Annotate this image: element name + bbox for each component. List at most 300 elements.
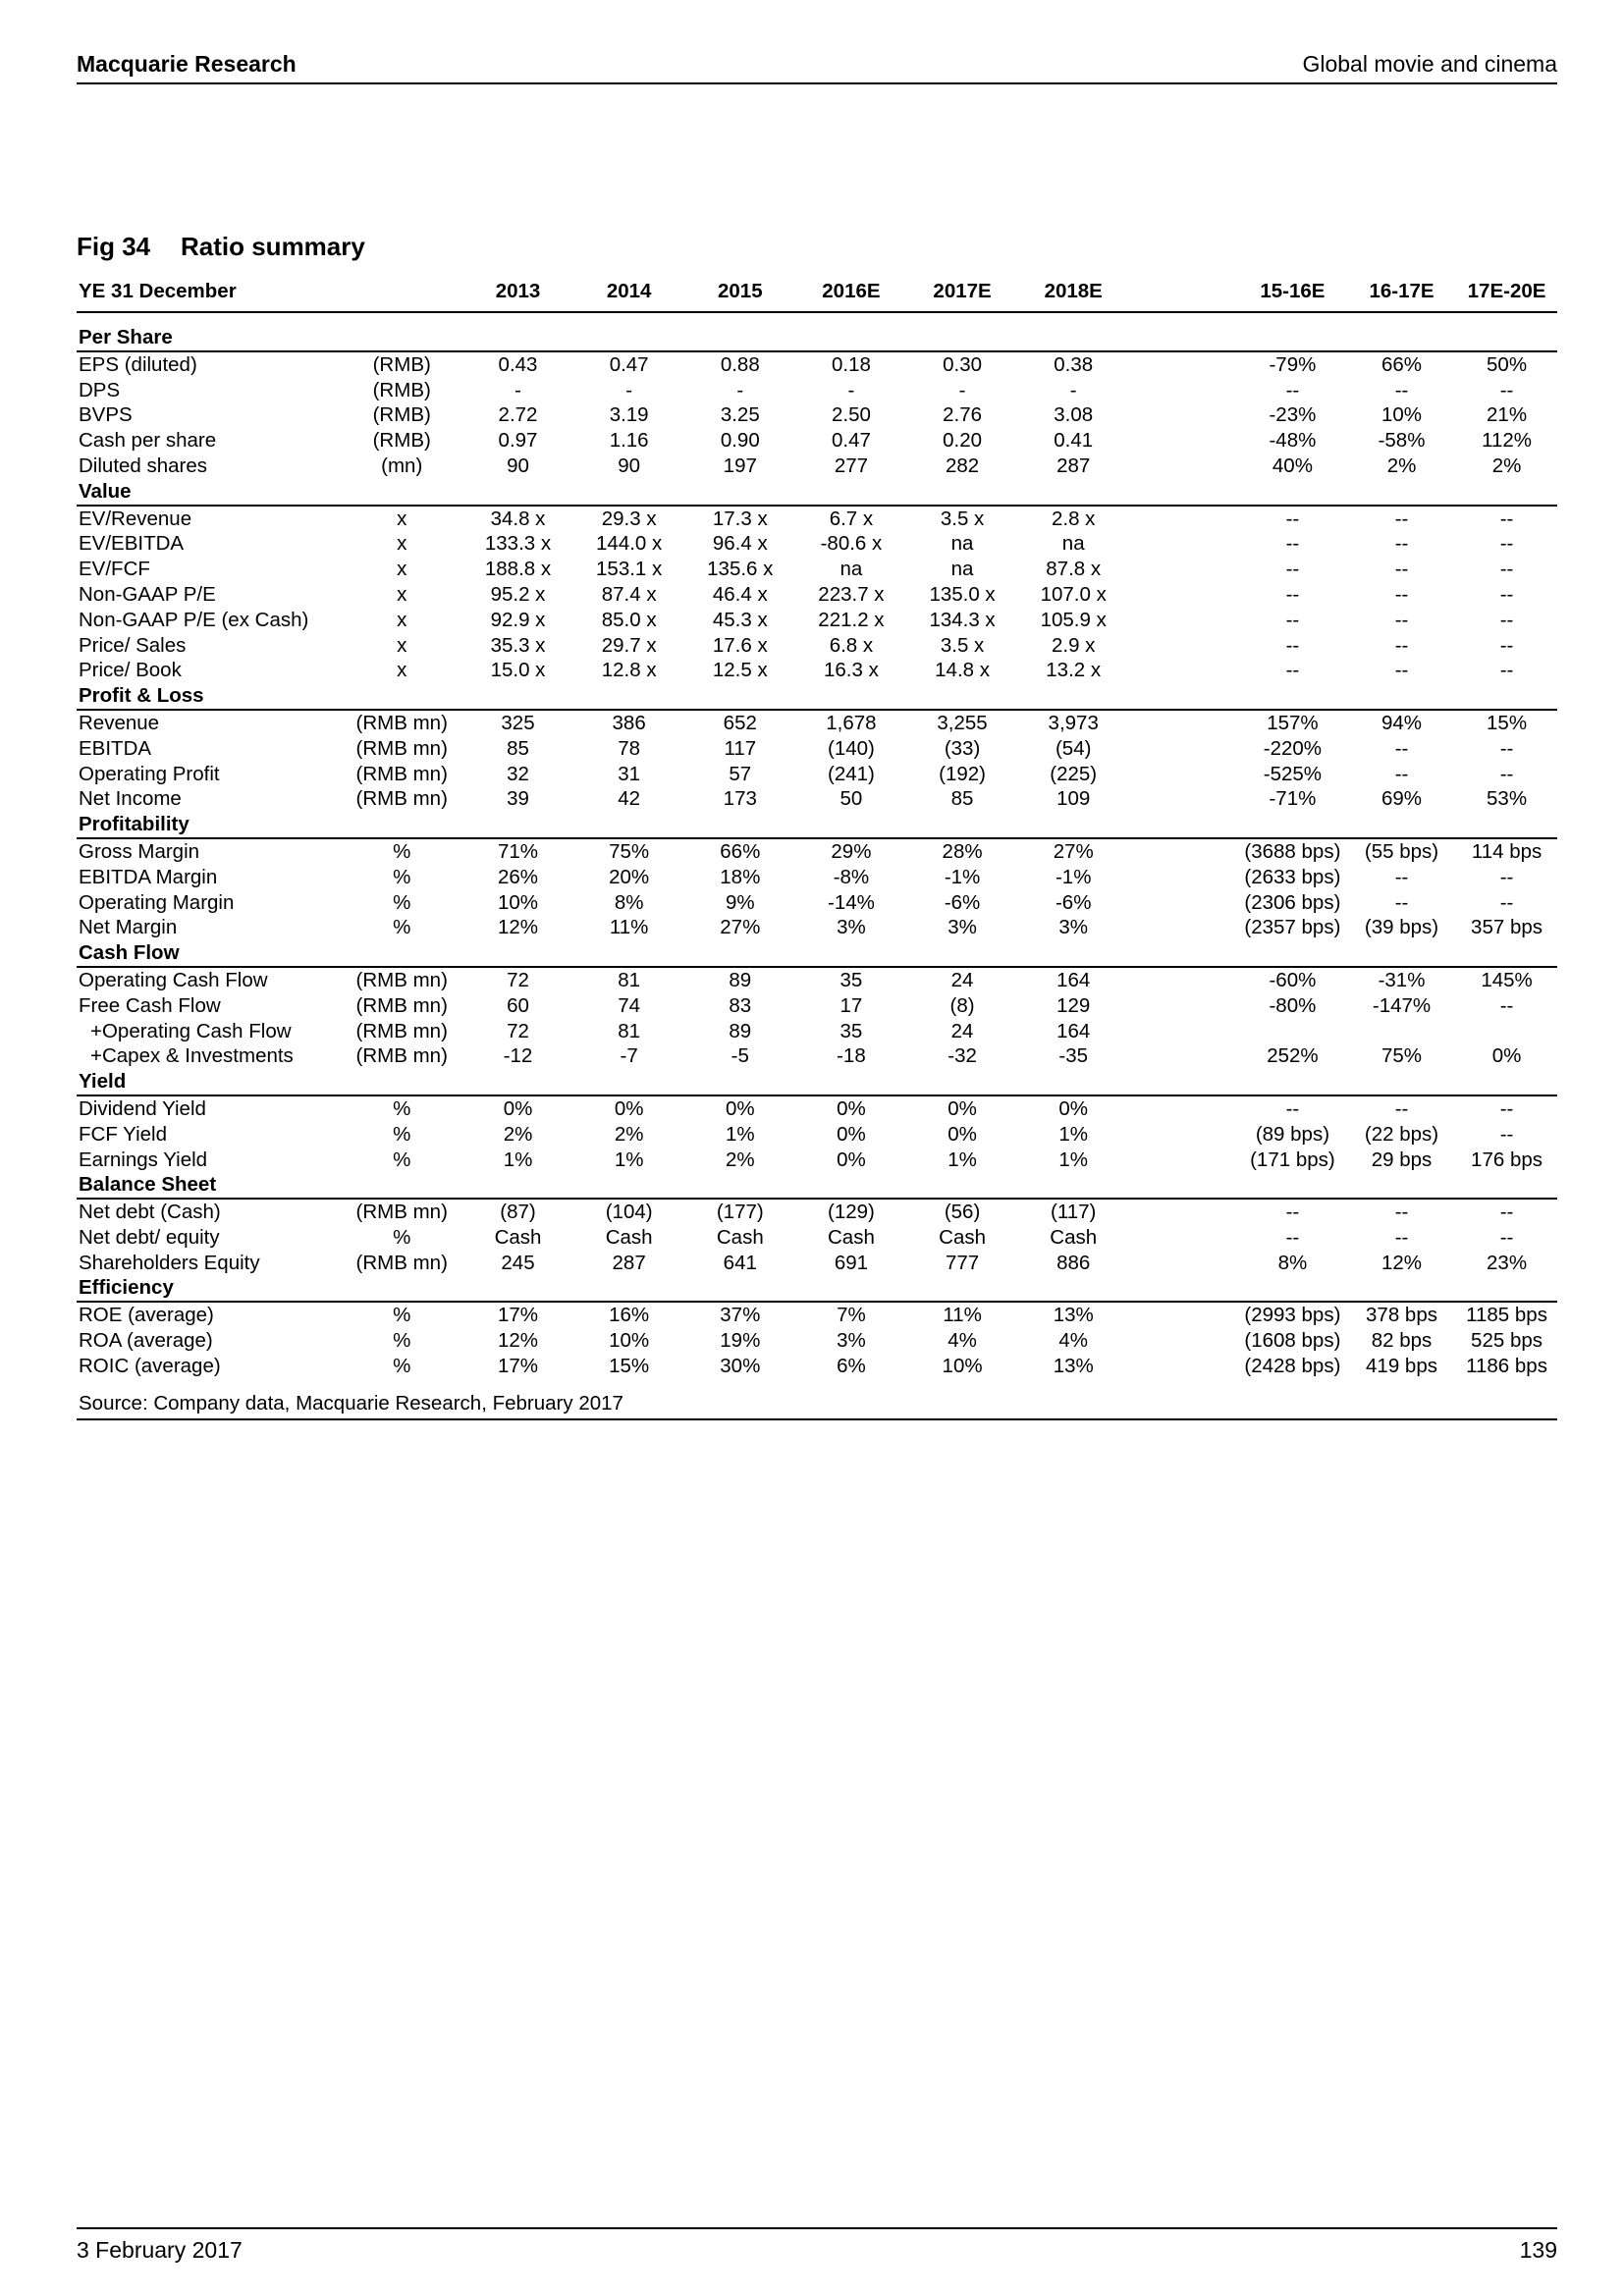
table-cell	[1347, 1019, 1456, 1044]
table-cell: 1%	[503, 1148, 533, 1171]
table-cell	[1129, 633, 1238, 659]
table-row	[77, 582, 1557, 608]
table-cell: 89	[729, 968, 752, 991]
table-cell: 10%	[942, 1354, 983, 1377]
table-cell: 0%	[837, 1122, 866, 1146]
table-cell: 0.47	[831, 429, 871, 453]
table-row	[77, 1043, 1557, 1069]
section-title: Efficiency	[77, 1275, 1557, 1302]
table-row	[77, 454, 1557, 479]
table-cell: 1%	[614, 1148, 644, 1171]
table-row	[77, 608, 1557, 633]
row-unit: x	[397, 532, 407, 556]
table-cell: 107.0 x	[1040, 582, 1107, 606]
table-cell: 7%	[837, 1304, 866, 1327]
section-header-row	[77, 683, 1557, 710]
table-cell: 72	[507, 968, 529, 991]
table-cell: 1186 bps	[1466, 1354, 1547, 1377]
page-header	[77, 51, 1557, 84]
section-header-row	[77, 479, 1557, 506]
table-row	[77, 1095, 1557, 1122]
table-cell: -18	[837, 1044, 866, 1068]
row-label: Net Margin	[79, 916, 178, 939]
table-cell: 777	[945, 1251, 980, 1274]
table-row	[77, 402, 1557, 428]
row-unit: x	[397, 633, 407, 657]
table-cell: 37%	[720, 1304, 761, 1327]
table-cell: 652	[723, 711, 757, 734]
table-cell: 30%	[720, 1354, 761, 1377]
table-cell: --	[1285, 1201, 1300, 1224]
table-cell: 9%	[725, 890, 755, 914]
table-cell: -	[625, 378, 633, 401]
table-cell: --	[1394, 659, 1409, 682]
table-cell: (22 bps)	[1364, 1122, 1439, 1146]
table-cell	[1129, 915, 1238, 940]
table-cell: (87)	[500, 1201, 536, 1224]
table-cell: 13.2 x	[1046, 659, 1102, 682]
table-cell: Cash	[605, 1225, 653, 1249]
table-cell	[1129, 1354, 1238, 1379]
table-cell: 89	[729, 1019, 752, 1042]
table-cell: --	[1499, 633, 1514, 657]
table-cell: 3.5 x	[940, 633, 985, 657]
column-header	[1129, 272, 1238, 312]
row-label: Non-GAAP P/E (ex Cash)	[79, 608, 309, 631]
column-header: YE 31 December	[77, 272, 342, 312]
table-cell: 0.18	[831, 352, 871, 376]
table-cell	[1456, 1019, 1557, 1044]
table-cell: --	[1285, 532, 1300, 556]
table-cell: 2.50	[831, 403, 871, 427]
column-header: 17E-20E	[1456, 272, 1557, 312]
table-cell: Cash	[939, 1225, 986, 1249]
table-row	[77, 915, 1557, 940]
table-cell: (129)	[828, 1201, 875, 1224]
table-row	[77, 1225, 1557, 1251]
table-cell: --	[1499, 993, 1514, 1017]
table-cell: 0.38	[1054, 352, 1094, 376]
table-cell: (89 bps)	[1255, 1122, 1330, 1146]
table-cell: --	[1499, 1122, 1514, 1146]
table-cell: --	[1499, 659, 1514, 682]
section-title: Value	[77, 479, 1557, 506]
table-cell: 6%	[837, 1354, 866, 1377]
table-cell: --	[1499, 1096, 1514, 1120]
table-cell: 886	[1056, 1251, 1091, 1274]
table-cell: Cash	[716, 1225, 764, 1249]
row-unit: %	[393, 1354, 411, 1377]
table-cell: --	[1285, 608, 1300, 631]
table-cell: Cash	[1050, 1225, 1098, 1249]
table-cell	[1129, 557, 1238, 582]
table-cell: --	[1499, 378, 1514, 401]
table-cell: -147%	[1372, 993, 1432, 1017]
table-row	[77, 838, 1557, 865]
table-cell: --	[1499, 762, 1514, 785]
table-cell: -79%	[1269, 352, 1317, 376]
row-label: Gross Margin	[79, 839, 200, 863]
table-cell: 197	[723, 454, 757, 477]
column-header: 2016E	[795, 272, 906, 312]
row-unit: (RMB mn)	[355, 1019, 448, 1042]
table-cell: 39	[507, 787, 529, 811]
table-cell: 2.8 x	[1051, 507, 1096, 530]
table-cell: 3%	[947, 916, 977, 939]
table-cell: 419 bps	[1366, 1354, 1437, 1377]
table-cell: 71%	[497, 839, 539, 863]
table-cell: 60	[507, 993, 529, 1017]
table-cell: --	[1285, 1225, 1300, 1249]
table-cell: -525%	[1263, 762, 1323, 785]
table-cell: 0.41	[1054, 429, 1094, 453]
table-cell: --	[1394, 532, 1409, 556]
table-cell: --	[1285, 633, 1300, 657]
table-cell: --	[1394, 633, 1409, 657]
table-cell: 0%	[837, 1148, 866, 1171]
table-cell: --	[1499, 507, 1514, 530]
table-cell: 4%	[947, 1329, 977, 1353]
table-cell: 31	[618, 762, 641, 785]
table-row	[77, 1122, 1557, 1148]
table-cell: 13%	[1053, 1354, 1094, 1377]
table-cell: 282	[945, 454, 980, 477]
table-cell: --	[1499, 558, 1514, 581]
table-cell: 2.72	[498, 403, 538, 427]
row-label: ROE (average)	[79, 1304, 214, 1327]
table-cell: 19%	[720, 1329, 761, 1353]
table-cell: 1.16	[609, 429, 649, 453]
table-cell: -71%	[1269, 787, 1317, 811]
table-cell: 12.8 x	[601, 659, 657, 682]
row-label: Net debt (Cash)	[79, 1201, 221, 1224]
table-cell: (241)	[828, 762, 875, 785]
table-cell: --	[1394, 608, 1409, 631]
row-unit: (RMB mn)	[355, 1251, 448, 1274]
table-row	[77, 967, 1557, 993]
table-row	[77, 1302, 1557, 1328]
row-label: Net debt/ equity	[79, 1225, 220, 1249]
figure-caption: Ratio summary	[181, 232, 365, 261]
table-cell: -80%	[1269, 993, 1317, 1017]
table-cell: 129	[1056, 993, 1091, 1017]
row-unit: %	[393, 839, 411, 863]
table-cell: 35	[839, 968, 863, 991]
table-cell: 15%	[609, 1354, 650, 1377]
row-label: Dividend Yield	[79, 1096, 206, 1120]
table-row	[77, 1148, 1557, 1173]
row-unit: %	[393, 1122, 411, 1146]
table-cell: 0%	[614, 1096, 644, 1120]
table-cell: 277	[834, 454, 869, 477]
table-cell: --	[1394, 736, 1409, 760]
table-cell: (56)	[944, 1201, 981, 1224]
table-cell: 20%	[609, 865, 650, 888]
footer-date: 3 February 2017	[77, 2237, 243, 2263]
row-label: BVPS	[79, 403, 133, 427]
table-cell: 1185 bps	[1466, 1304, 1547, 1327]
table-cell: 29.3 x	[601, 507, 657, 530]
section-title: Balance Sheet	[77, 1172, 1557, 1199]
table-header-row	[77, 272, 1557, 312]
table-cell: --	[1285, 1096, 1300, 1120]
table-cell: 15.0 x	[490, 659, 546, 682]
table-cell: -6%	[1055, 890, 1092, 914]
table-cell: 8%	[614, 890, 644, 914]
table-cell: 53%	[1487, 787, 1528, 811]
table-cell: (2357 bps)	[1244, 916, 1341, 939]
section-header-row	[77, 1275, 1557, 1302]
table-cell: 85	[507, 736, 529, 760]
table-row	[77, 531, 1557, 557]
table-cell: 14.8 x	[935, 659, 990, 682]
table-cell: 24	[950, 1019, 974, 1042]
table-cell: 1%	[947, 1148, 977, 1171]
column-header	[342, 272, 462, 312]
table-cell: -	[1069, 378, 1077, 401]
table-cell: --	[1394, 1201, 1409, 1224]
page-footer	[77, 2227, 1557, 2263]
table-cell: 29%	[831, 839, 872, 863]
table-cell: 3.5 x	[940, 507, 985, 530]
table-cell: -	[847, 378, 855, 401]
table-cell: --	[1499, 582, 1514, 606]
table-cell: 287	[1056, 454, 1091, 477]
column-header: 16-17E	[1347, 272, 1456, 312]
table-row	[77, 736, 1557, 762]
table-cell: 18%	[720, 865, 761, 888]
table-cell: 2.76	[943, 403, 983, 427]
table-cell: 114 bps	[1471, 839, 1543, 863]
section-title: Profit & Loss	[77, 683, 1557, 710]
spacer-row	[77, 312, 1557, 325]
section-header-row	[77, 1069, 1557, 1095]
table-cell: --	[1499, 890, 1514, 914]
table-cell: 45.3 x	[712, 608, 768, 631]
table-cell	[1129, 402, 1238, 428]
table-cell: --	[1285, 659, 1300, 682]
row-unit: (RMB mn)	[355, 1044, 448, 1068]
table-row	[77, 633, 1557, 659]
table-cell: 112%	[1482, 429, 1532, 453]
table-cell: --	[1394, 558, 1409, 581]
table-cell	[1129, 1328, 1238, 1354]
row-label: EBITDA	[79, 736, 152, 760]
table-cell: --	[1285, 378, 1300, 401]
table-cell: 164	[1056, 1019, 1091, 1042]
table-cell: --	[1285, 558, 1300, 581]
row-label: EPS (diluted)	[79, 352, 197, 376]
table-cell: 386	[612, 711, 646, 734]
row-unit: x	[397, 608, 407, 631]
row-label: Price/ Book	[79, 659, 182, 682]
row-label: Shareholders Equity	[79, 1251, 260, 1274]
row-label: DPS	[79, 378, 121, 401]
row-label: Operating Profit	[79, 762, 220, 785]
table-row	[77, 1251, 1557, 1276]
table-cell: -23%	[1269, 403, 1317, 427]
table-cell	[1129, 658, 1238, 683]
table-cell: -14%	[828, 890, 875, 914]
table-cell: 10%	[609, 1329, 650, 1353]
column-header: 2018E	[1018, 272, 1129, 312]
table-cell: 21%	[1487, 403, 1528, 427]
table-cell: (2993 bps)	[1244, 1304, 1341, 1327]
table-cell: 2%	[1491, 454, 1522, 477]
table-cell: 50%	[1487, 352, 1528, 376]
table-cell: -1%	[1055, 865, 1092, 888]
table-row	[77, 557, 1557, 582]
table-cell: -8%	[833, 865, 870, 888]
table-cell: -220%	[1263, 736, 1323, 760]
table-cell: 12%	[497, 916, 539, 939]
table-cell: --	[1499, 1201, 1514, 1224]
table-row	[77, 1019, 1557, 1044]
row-label: ROA (average)	[79, 1329, 213, 1353]
ratio-summary-table-container	[77, 272, 1557, 1420]
source-row	[77, 1379, 1557, 1419]
section-title: Per Share	[77, 325, 1557, 351]
row-label: EV/EBITDA	[79, 532, 185, 556]
table-cell: 6.8 x	[829, 633, 874, 657]
section-title: Cash Flow	[77, 940, 1557, 967]
table-cell: 92.9 x	[490, 608, 546, 631]
table-cell: 176 bps	[1471, 1148, 1543, 1171]
row-unit: %	[393, 1304, 411, 1327]
row-unit: %	[393, 1148, 411, 1171]
table-cell: 26%	[497, 865, 539, 888]
table-cell: 27%	[720, 916, 761, 939]
table-cell: 153.1 x	[596, 558, 663, 581]
table-cell: 87.8 x	[1046, 558, 1102, 581]
table-cell: 35	[839, 1019, 863, 1042]
table-cell: 87.4 x	[601, 582, 657, 606]
row-label: Revenue	[79, 711, 160, 734]
row-label: Earnings Yield	[79, 1148, 208, 1171]
row-unit: (RMB mn)	[355, 711, 448, 734]
table-cell: 0.47	[609, 352, 649, 376]
figure-title	[77, 232, 365, 262]
table-cell: (2633 bps)	[1244, 865, 1341, 888]
table-cell: 0.20	[943, 429, 983, 453]
table-cell: -31%	[1378, 968, 1426, 991]
table-cell: -48%	[1269, 429, 1317, 453]
table-cell	[1129, 786, 1238, 812]
column-header: 15-16E	[1238, 272, 1347, 312]
table-cell: 173	[723, 787, 757, 811]
table-cell: na	[839, 558, 863, 581]
table-row	[77, 762, 1557, 787]
table-cell: 0%	[837, 1096, 866, 1120]
table-cell	[1129, 506, 1238, 532]
table-cell: 90	[507, 454, 529, 477]
table-cell: 85.0 x	[601, 608, 657, 631]
table-cell: 69%	[1381, 787, 1423, 811]
table-cell: Cash	[494, 1225, 542, 1249]
table-cell: 15%	[1487, 711, 1528, 734]
row-unit: %	[393, 890, 411, 914]
table-cell: (55 bps)	[1364, 839, 1439, 863]
table-cell: --	[1499, 736, 1514, 760]
table-cell: -5	[731, 1044, 749, 1068]
table-cell: 0.88	[720, 352, 760, 376]
publisher-name: Macquarie Research	[77, 51, 297, 77]
table-cell: 0%	[503, 1096, 533, 1120]
table-cell: 72	[507, 1019, 529, 1042]
row-label: Operating Margin	[79, 890, 235, 914]
table-cell: 378 bps	[1366, 1304, 1437, 1327]
table-cell: 0.43	[498, 352, 538, 376]
table-cell: 221.2 x	[818, 608, 885, 631]
table-cell: 144.0 x	[596, 532, 663, 556]
row-label: +Capex & Investments	[90, 1044, 294, 1068]
table-cell: 17.3 x	[712, 507, 768, 530]
table-cell: 66%	[1381, 352, 1423, 376]
table-cell	[1129, 1043, 1238, 1069]
table-row	[77, 1354, 1557, 1379]
table-cell: 145%	[1481, 968, 1533, 991]
report-title: Global movie and cinema	[1302, 51, 1557, 77]
table-cell	[1129, 1251, 1238, 1276]
table-cell: 11%	[943, 1304, 982, 1327]
row-unit: %	[393, 865, 411, 888]
table-cell: (3688 bps)	[1244, 839, 1341, 863]
table-cell: (104)	[605, 1201, 653, 1224]
table-cell: na	[950, 558, 974, 581]
table-cell: 2%	[725, 1148, 755, 1171]
table-cell: 12.5 x	[712, 659, 768, 682]
table-cell: 3.08	[1054, 403, 1094, 427]
table-cell	[1129, 428, 1238, 454]
table-cell: 23%	[1487, 1251, 1528, 1274]
page-number: 139	[1519, 2237, 1557, 2263]
table-cell: 29 bps	[1371, 1148, 1433, 1171]
table-cell: 325	[501, 711, 535, 734]
table-cell: 13%	[1053, 1304, 1094, 1327]
section-title: Profitability	[77, 812, 1557, 838]
table-cell: na	[950, 532, 974, 556]
table-cell: (8)	[949, 993, 975, 1017]
table-row	[77, 786, 1557, 812]
table-cell: 3.19	[609, 403, 649, 427]
table-cell: 75%	[609, 839, 650, 863]
table-cell: 10%	[497, 890, 539, 914]
section-header-row	[77, 940, 1557, 967]
table-cell	[1129, 531, 1238, 557]
table-row	[77, 1199, 1557, 1225]
table-cell: 164	[1056, 968, 1091, 991]
row-unit: (RMB)	[372, 378, 431, 401]
row-label: EBITDA Margin	[79, 865, 218, 888]
table-cell: (140)	[828, 736, 875, 760]
table-cell: (39 bps)	[1364, 916, 1439, 939]
table-cell: --	[1394, 762, 1409, 785]
table-cell: 2%	[1386, 454, 1417, 477]
table-cell	[1129, 993, 1238, 1019]
row-unit: %	[393, 1329, 411, 1353]
table-cell: --	[1394, 507, 1409, 530]
table-cell: 252%	[1267, 1044, 1319, 1068]
row-label: Operating Cash Flow	[79, 968, 268, 991]
table-row	[77, 506, 1557, 532]
row-label: Diluted shares	[79, 454, 208, 477]
table-cell: 133.3 x	[484, 532, 552, 556]
table-cell: 0.90	[720, 429, 760, 453]
section-title: Yield	[77, 1069, 1557, 1095]
table-cell: --	[1394, 1096, 1409, 1120]
table-cell	[1129, 1148, 1238, 1173]
column-header: 2017E	[907, 272, 1018, 312]
